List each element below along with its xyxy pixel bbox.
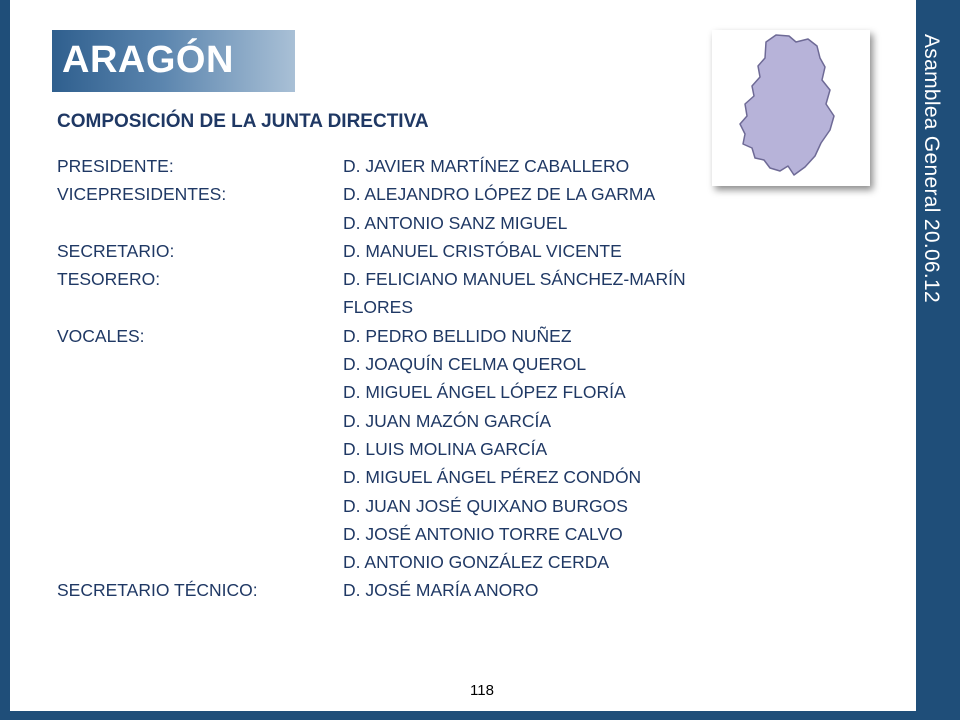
sidebar-meeting-label: Asamblea General 20.06.12 — [920, 34, 943, 304]
member-name: D. JOSÉ ANTONIO TORRE CALVO — [343, 523, 623, 544]
aragon-map-shape — [740, 35, 834, 175]
role-label: VOCALES: — [57, 325, 145, 346]
member-name: D. JOSÉ MARÍA ANORO — [343, 580, 539, 601]
member-name: D. ALEJANDRO LÓPEZ DE LA GARMA — [343, 184, 656, 205]
aragon-map-icon — [712, 30, 870, 186]
member-name: D. MANUEL CRISTÓBAL VICENTE — [343, 240, 622, 261]
member-name: D. ANTONIO GONZÁLEZ CERDA — [343, 552, 610, 573]
frame-bottom-border — [0, 711, 960, 720]
role-label: TESORERO: — [57, 269, 161, 290]
member-name: D. LUIS MOLINA GARCÍA — [343, 438, 548, 459]
region-map-card — [712, 30, 870, 186]
member-name: D. MIGUEL ÁNGEL LÓPEZ FLORÍA — [343, 382, 626, 403]
member-name: D. FELICIANO MANUEL SÁNCHEZ-MARÍN — [343, 269, 686, 290]
role-label: SECRETARIO TÉCNICO: — [57, 580, 258, 601]
member-name: D. JAVIER MARTÍNEZ CABALLERO — [343, 156, 630, 176]
member-name: D. JOAQUÍN CELMA QUEROL — [343, 354, 587, 375]
page-title: ARAGÓN — [62, 39, 234, 81]
member-name: D. ANTONIO SANZ MIGUEL — [343, 212, 568, 233]
page-number: 118 — [470, 682, 494, 699]
role-label: SECRETARIO: — [57, 240, 175, 261]
role-label: VICEPRESIDENTES: — [57, 184, 227, 205]
member-name: D. PEDRO BELLIDO NUÑEZ — [343, 325, 572, 346]
member-name: D. MIGUEL ÁNGEL PÉREZ CONDÓN — [343, 467, 642, 488]
title-banner — [52, 30, 295, 92]
member-name: D. JUAN JOSÉ QUIXANO BURGOS — [343, 495, 628, 516]
member-name: FLORES — [343, 297, 414, 318]
member-name: D. JUAN MAZÓN GARCÍA — [343, 410, 552, 431]
section-heading: COMPOSICIÓN DE LA JUNTA DIRECTIVA — [57, 111, 429, 132]
role-label: PRESIDENTE: — [57, 156, 174, 176]
frame-left-border — [0, 0, 10, 720]
